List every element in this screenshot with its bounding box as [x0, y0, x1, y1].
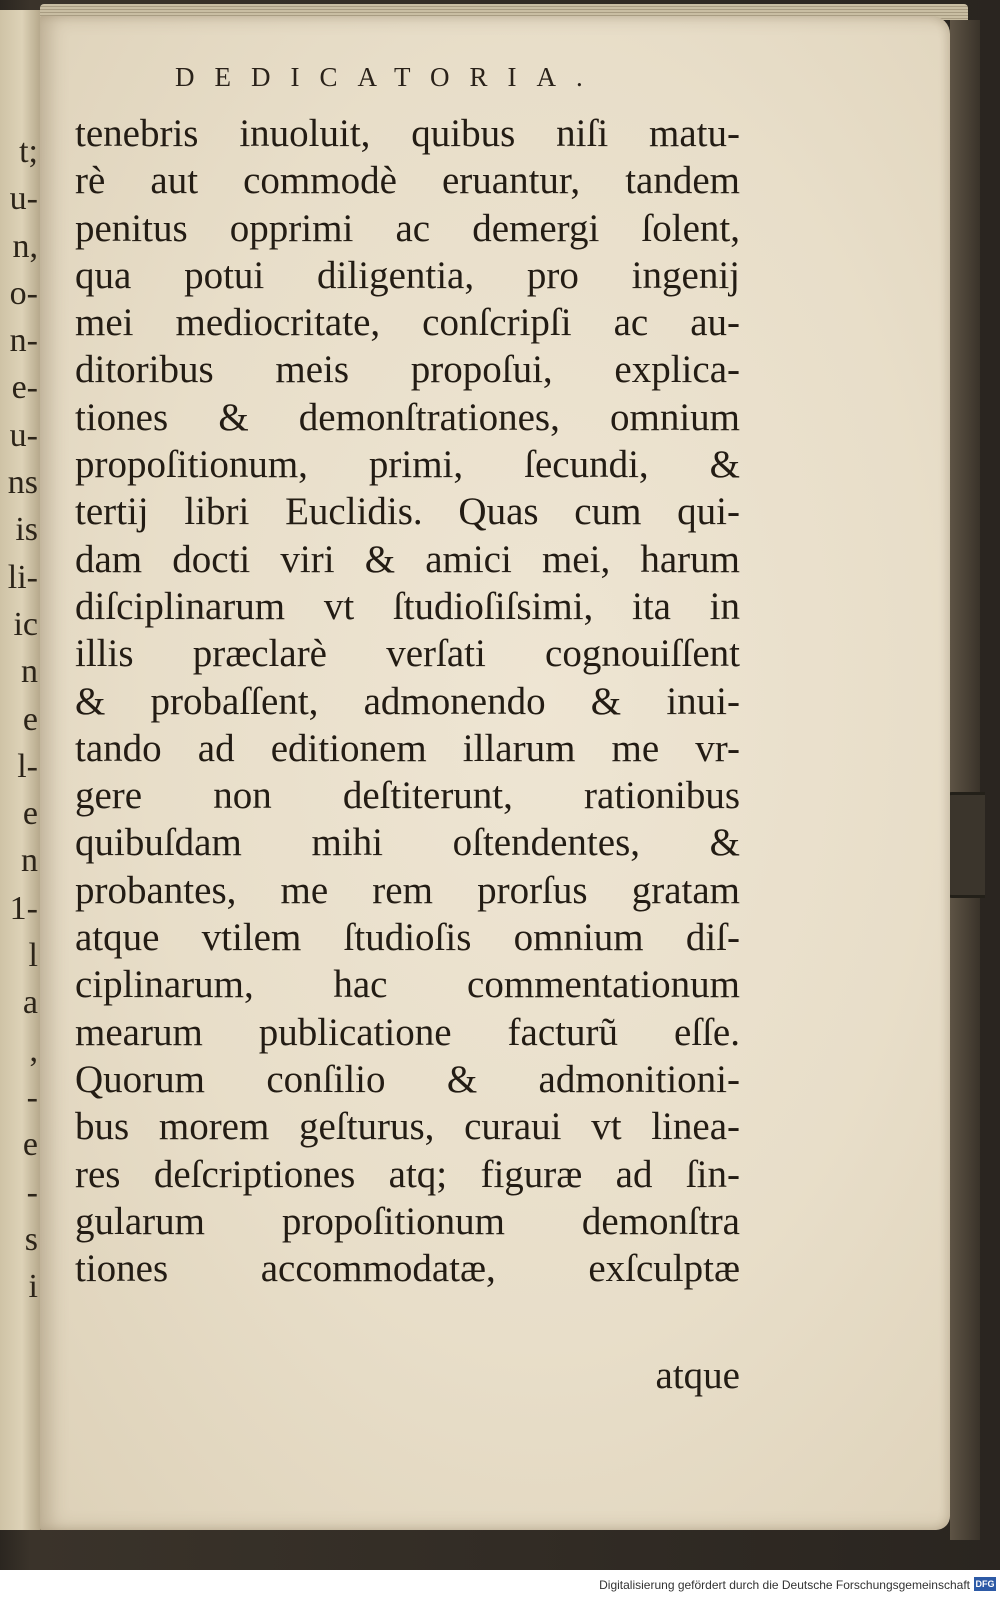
left-fragment: 1- [9, 889, 38, 927]
left-fragment: u- [9, 180, 38, 218]
left-fragment: n [21, 653, 38, 691]
text-line: mearum publicatione facturũ eſſe. [75, 1010, 740, 1054]
text-line: rè aut commodè eruantur, tandem [75, 159, 740, 203]
text-line: propoſitionum, primi, ſecundi, & [75, 443, 740, 487]
text-line: ditoribus meis propoſui, explica- [75, 348, 740, 392]
text-line: tiones & demonſtrationes, omnium [75, 395, 740, 439]
left-fragment: u- [9, 416, 38, 454]
text-line: tenebris inuoluit, quibus niſi matu- [75, 112, 740, 155]
text-line: mei mediocritate, conſcripſi ac au- [75, 301, 740, 345]
footer-text: Digitalisierung gefördert durch die Deutsche Forschungsgemeinschaft [599, 1578, 970, 1592]
text-line: tertij libri Euclidis. Quas cum qui- [75, 490, 740, 534]
left-fragment: o- [9, 274, 38, 312]
left-fragment: is [15, 511, 38, 549]
text-line: tando ad editionem illarum me vr- [75, 726, 740, 770]
text-line: atque vtilem ſtudioſis omnium diſ- [75, 916, 740, 960]
left-fragment: - [26, 1173, 38, 1211]
text-line: res deſcriptiones atq; figuræ ad ſin- [75, 1152, 740, 1196]
left-fragment: n- [9, 322, 38, 360]
left-fragment: ic [13, 605, 38, 643]
right-page-edge [950, 20, 980, 1540]
left-fragment: - [26, 1078, 38, 1116]
left-fragment: li- [7, 558, 38, 596]
running-head: DEDICATORIA. [175, 62, 603, 92]
text-line: & probaſſent, admonendo & inui- [75, 679, 740, 723]
text-line: Quorum conſilio & admonitioni- [75, 1057, 740, 1101]
left-page [0, 10, 42, 1530]
text-line: penitus opprimi ac demergi ſolent, [75, 206, 740, 250]
left-page-fragments [2, 128, 38, 1310]
text-line: illis præclarè verſati cognouiſſent [75, 632, 740, 676]
text-line: quibuſdam mihi oſtendentes, & [75, 821, 740, 865]
left-fragment: e [22, 700, 38, 738]
footer [0, 1570, 1000, 1602]
left-fragment: t; [19, 133, 38, 170]
left-fragment: a [22, 984, 38, 1022]
left-fragment: s [24, 1220, 38, 1258]
text-line: tiones accommodatæ, exſculptæ [75, 1247, 740, 1291]
text-line: diſciplinarum vt ſtudioſiſsimi, ita in [75, 584, 740, 628]
text-line: qua potui diligentia, pro ingenij [75, 253, 740, 297]
text-line: dam docti viri & amici mei, harum [75, 537, 740, 581]
left-fragment: n [21, 842, 38, 880]
catchword: atque [655, 1354, 740, 1397]
text-line: bus morem geſturus, curaui vt lineа- [75, 1105, 740, 1149]
left-fragment: e- [11, 369, 38, 407]
left-fragment: e [22, 795, 38, 833]
left-fragment: ns [7, 464, 38, 502]
left-fragment: l [28, 937, 38, 975]
left-fragment: n, [12, 227, 38, 265]
body-text [75, 110, 740, 1292]
left-fragment: l- [17, 747, 38, 785]
text-line: gere non deſtiterunt, rationibus [75, 774, 740, 818]
left-fragment: e [22, 1126, 38, 1164]
text-line: probantes, me rem prorſus gratam [75, 868, 740, 912]
left-fragment: , [29, 1031, 38, 1069]
left-fragment: i [28, 1268, 38, 1306]
text-line: ciplinarum, hac commentationum [75, 963, 740, 1007]
text-line: gularum propoſitionum demonſtra [75, 1199, 740, 1243]
dfg-logo: DFG [975, 1579, 995, 1589]
